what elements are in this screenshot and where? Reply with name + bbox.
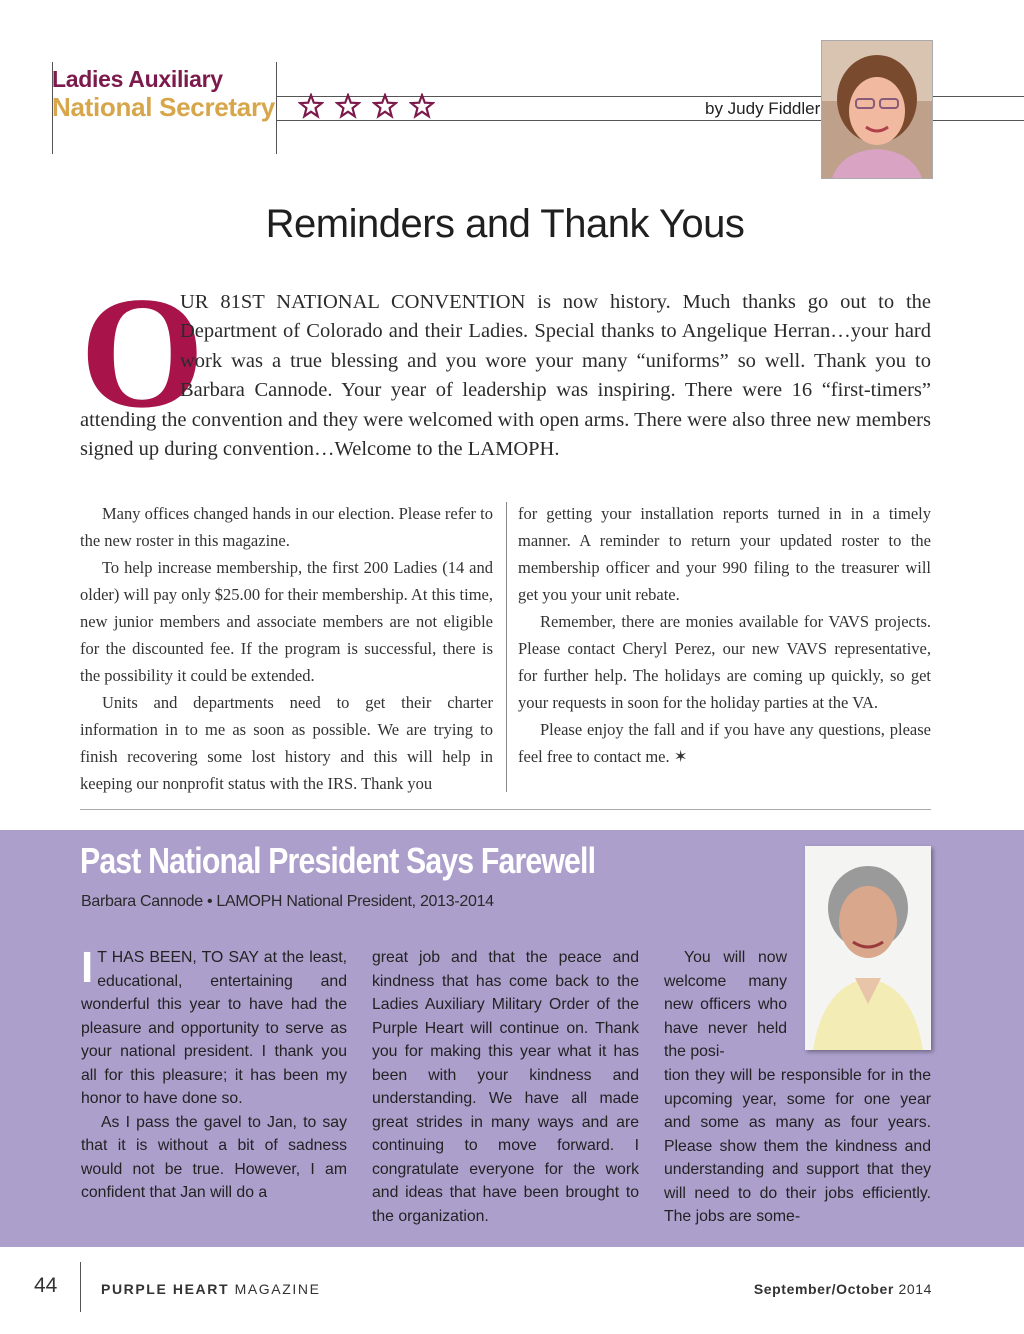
paragraph <box>81 943 347 1111</box>
magazine-name-bold: PURPLE HEART <box>101 1281 230 1297</box>
author-portrait-graphic <box>822 41 932 178</box>
paragraph: Please enjoy the fall and if you have any questions, please feel free to contact me. ✶ <box>518 720 931 766</box>
section-title-line2: National Secretary <box>52 92 275 122</box>
magazine-name <box>101 1281 321 1297</box>
paragraph: You will now welcome many new officers who have never held the posi- <box>664 949 787 1060</box>
star-rating <box>298 93 435 119</box>
byline: by Judy Fiddler <box>705 99 821 118</box>
farewell-column-3-top <box>664 946 787 1064</box>
section-title-line1: Ladies Auxiliary <box>52 66 223 92</box>
farewell-photo <box>805 846 931 1050</box>
paragraph: great job and that the peace and kindness that has come back to the Ladies Auxiliary Military Order of the Purple Heart will continue on. Thank you for making this year what it has been with your kindness and understanding. We have all made great strides in many ways and are continuing to move forward. I congratulate everyone for the work and ideas that have been brought to the organization. <box>372 949 639 1225</box>
farewell-column-1 <box>81 943 347 1205</box>
farewell-column-2 <box>372 946 639 1228</box>
article-right-column <box>518 500 931 770</box>
paragraph: tion they will be responsible for in the upcoming year, some for one year and some as many as four years. Please show them the kindness and understanding and support that they will need to do their jobs efficiently. The jobs are some- <box>664 1067 931 1225</box>
paragraph: for getting your installation reports turned in in a timely manner. A reminder to return your updated roster to the membership officer and your 990 filing to the treasurer will get you your unit rebate. <box>518 504 931 604</box>
farewell-column-3-bottom <box>664 1064 931 1229</box>
magazine-name-light: MAGAZINE <box>234 1281 321 1297</box>
issue-year: 2014 <box>898 1281 932 1297</box>
star-icon <box>372 93 398 119</box>
drop-letter: I <box>81 943 94 992</box>
farewell-portrait-graphic <box>805 846 931 1050</box>
paragraph-text: T HAS BEEN, TO SAY at the least, educational, entertaining and wonderful this year to have had the pleasure and opportunity to serve as your national president. I thank you all for this pleasure; it has been my honor to have done so. <box>81 949 347 1107</box>
author-photo <box>821 40 933 179</box>
intro-text: UR 81ST NATIONAL CONVENTION is now history. Much thanks go out to the Department of Colorado and their Ladies. Special thanks to Angelique Herran…your hard work was a true blessing and you wore your many “uniforms” so well. Thank you to Barbara Cannode. Your year of leadership was inspiring. There were 16 “first-timers” attending the convention and they were welcomed with open arms. There were also three new members signed up during convention…Welcome to the LAMOPH. <box>80 291 931 461</box>
star-icon <box>335 93 361 119</box>
paragraph: As I pass the gavel to Jan, to say that it is without a bit of sadness would not be true. However, I am confident that Jan will do a <box>81 1113 347 1201</box>
drop-cap: O <box>80 263 205 441</box>
page-number: 44 <box>34 1274 58 1297</box>
section-divider <box>80 809 931 810</box>
paragraph: To help increase membership, the first 200 Ladies (14 and older) will pay only $25.00 for their membership. At this time, new junior members and associate members are not eligible for the discounted fee. If the program is successful, there is the possibility it could be extended. <box>80 558 493 685</box>
paragraph: Units and departments need to get their charter information in to me as soon as possible. We are trying to finish recovering some lost history and this will help in keeping our nonprofit status with the IRS. Thank you <box>80 693 493 793</box>
article-headline: Reminders and Thank Yous <box>265 202 745 246</box>
article-left-column <box>80 500 493 797</box>
issue-months: September/October <box>753 1281 894 1297</box>
footer-divider <box>80 1262 81 1312</box>
header-vrule-right <box>276 62 277 154</box>
farewell-subtitle: Barbara Cannode • LAMOPH National President, 2013-2014 <box>81 893 494 910</box>
paragraph: Many offices changed hands in our election. Please refer to the new roster in this magazine. <box>80 504 493 550</box>
column-divider <box>506 502 507 792</box>
article-intro <box>80 288 931 464</box>
star-icon <box>298 93 324 119</box>
issue-date <box>754 1281 932 1297</box>
star-icon <box>409 93 435 119</box>
farewell-title: Past National President Says Farewell <box>80 840 596 881</box>
paragraph: Remember, there are monies available for VAVS projects. Please contact Cheryl Perez, our new VAVS representative, for further help. The holidays are coming up quickly, so get your requests in soon for the holiday parties at the VA. <box>518 612 931 712</box>
